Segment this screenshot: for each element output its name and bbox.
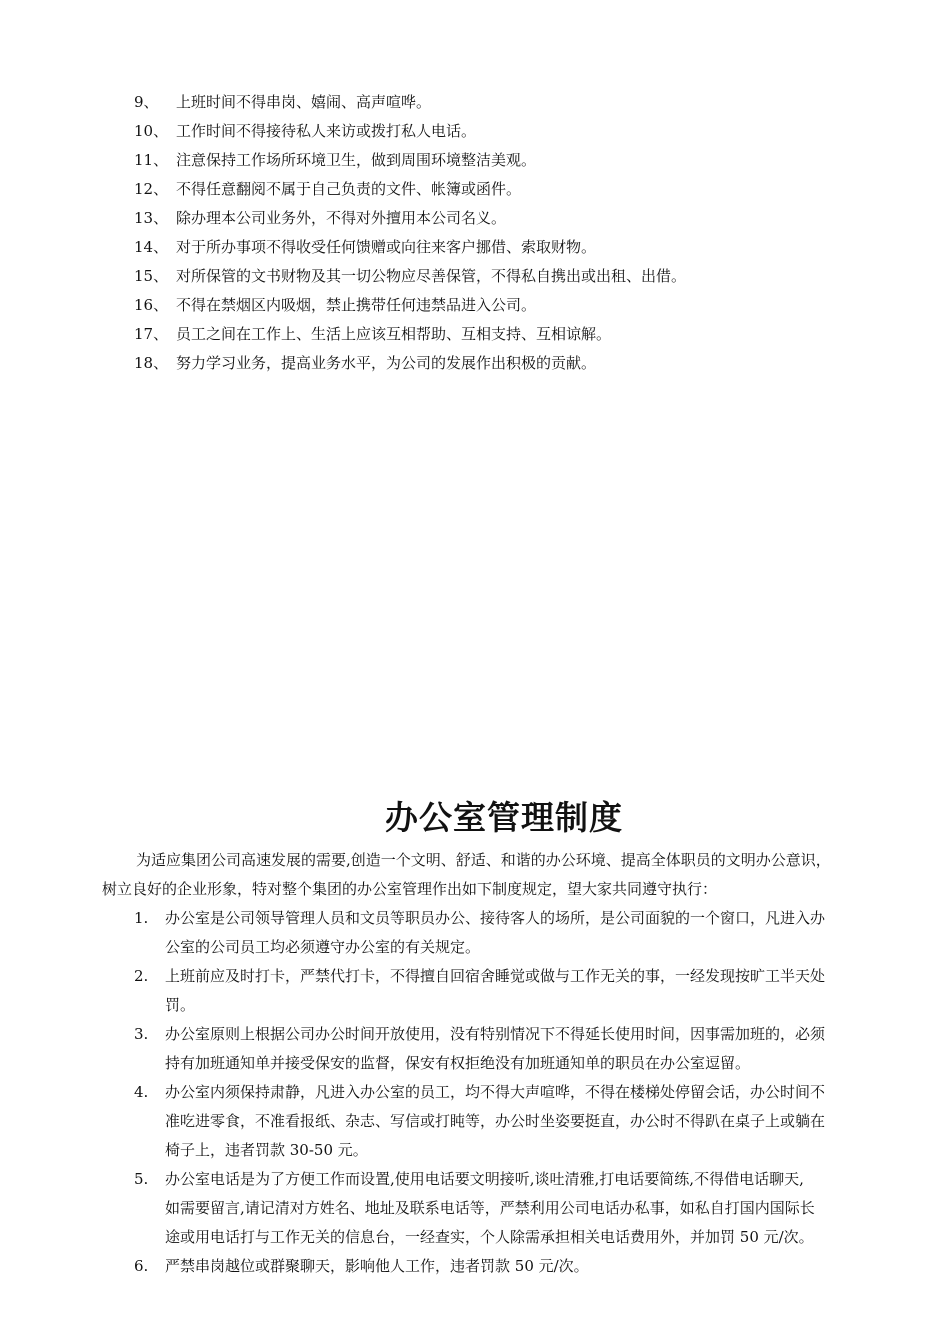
list-item-number: 10、 <box>134 122 169 140</box>
list-item-text: 对所保管的文书财物及其一切公物应尽善保管，不得私自携出或出租、出借。 <box>176 267 687 285</box>
list-item-number: 16、 <box>134 296 169 314</box>
policy-line: 持有加班通知单并接受保安的监督，保安有权拒绝没有加班通知单的职员在办公室逗留。 <box>165 1054 751 1072</box>
list-item-number: 18、 <box>134 354 169 372</box>
list-item-text: 员工之间在工作上、生活上应该互相帮助、互相支持、互相谅解。 <box>176 325 612 343</box>
policy-text <box>165 1020 910 1078</box>
intro-line: 树立良好的企业形象，特对整个集团的办公室管理作出如下制度规定，望大家共同遵守执行： <box>102 880 718 898</box>
policy-text <box>165 1252 910 1281</box>
policy-number: 1. <box>134 909 149 927</box>
list-item <box>134 262 894 291</box>
policy-number: 2. <box>134 967 149 985</box>
policy-number: 3. <box>134 1025 149 1043</box>
list-item-number: 14、 <box>134 238 169 256</box>
policy-line: 如需要留言,请记清对方姓名、地址及联系电话等，严禁利用公司电话办私事，如私自打国内国际长 <box>165 1199 815 1217</box>
policy-line: 办公室是公司领导管理人员和文员等职员办公、接待客人的场所，是公司面貌的一个窗口，凡进入办 <box>165 909 826 927</box>
policy-line: 严禁串岗越位或群聚聊天，影响他人工作，违者罚款 50 元/次。 <box>165 1257 589 1275</box>
policy-text <box>165 962 910 1020</box>
policy-line: 椅子上，违者罚款 30-50 元。 <box>165 1141 368 1159</box>
policy-text <box>165 904 910 962</box>
list-item <box>134 175 894 204</box>
list-item <box>134 88 894 117</box>
document-title: 办公室管理制度 <box>385 798 623 837</box>
policy-number: 6. <box>134 1257 149 1275</box>
policy-item <box>134 1078 910 1165</box>
intro-line: 为适应集团公司高速发展的需要,创造一个文明、舒适、和谐的办公环境、提高全体职员的文明办公意识， <box>136 851 831 869</box>
list-item-number: 11、 <box>134 151 169 169</box>
policy-list <box>134 904 910 1281</box>
policy-item <box>134 904 910 962</box>
policy-number: 5. <box>134 1170 149 1188</box>
policy-text <box>165 1165 910 1252</box>
policy-line: 公室的公司员工均必须遵守办公室的有关规定。 <box>165 938 481 956</box>
policy-item <box>134 962 910 1020</box>
list-item-number: 15、 <box>134 267 169 285</box>
policy-line: 途或用电话打与工作无关的信息台，一经查实，个人除需承担相关电话费用外，并加罚 50 元/次。 <box>165 1228 814 1246</box>
rules-list <box>134 88 894 378</box>
policy-line: 办公室内须保持肃静，凡进入办公室的员工，均不得大声喧哗，不得在楼梯处停留会话，办公时间不 <box>165 1083 826 1101</box>
list-item <box>134 291 894 320</box>
policy-number: 4. <box>134 1083 149 1101</box>
policy-text <box>165 1078 910 1165</box>
list-item-number: 12、 <box>134 180 169 198</box>
list-item-number: 17、 <box>134 325 169 343</box>
list-item <box>134 117 894 146</box>
policy-line: 罚。 <box>165 996 196 1014</box>
list-item <box>134 349 894 378</box>
policy-item <box>134 1020 910 1078</box>
policy-item <box>134 1165 910 1252</box>
list-item <box>134 320 894 349</box>
list-item-text: 对于所办事项不得收受任何馈赠或向往来客户挪借、索取财物。 <box>176 238 597 256</box>
intro-paragraph <box>102 846 910 904</box>
policy-line: 上班前应及时打卡，严禁代打卡，不得擅自回宿舍睡觉或做与工作无关的事，一经发现按旷工半天处 <box>165 967 826 985</box>
list-item <box>134 204 894 233</box>
list-item <box>134 233 894 262</box>
policy-line: 办公室电话是为了方便工作而设置,使用电话要文明接听,谈吐清雅,打电话要简练,不得借电话聊天, <box>165 1170 804 1188</box>
list-item-text: 上班时间不得串岗、嬉闹、高声喧哗。 <box>176 93 432 111</box>
list-item-text: 不得在禁烟区内吸烟，禁止携带任何违禁品进入公司。 <box>176 296 537 314</box>
list-item-number: 9、 <box>134 93 159 111</box>
policy-item <box>134 1252 910 1281</box>
policy-line: 准吃进零食，不准看报纸、杂志、写信或打盹等，办公时坐姿要挺直，办公时不得趴在桌子上或躺在 <box>165 1112 826 1130</box>
list-item-text: 努力学习业务，提高业务水平，为公司的发展作出积极的贡献。 <box>176 354 597 372</box>
list-item-text: 除办理本公司业务外，不得对外擅用本公司名义。 <box>176 209 507 227</box>
list-item-text: 注意保持工作场所环境卫生，做到周围环境整洁美观。 <box>176 151 537 169</box>
policy-line: 办公室原则上根据公司办公时间开放使用，没有特别情况下不得延长使用时间，因事需加班的，必须 <box>165 1025 826 1043</box>
list-item-number: 13、 <box>134 209 169 227</box>
list-item <box>134 146 894 175</box>
list-item-text: 工作时间不得接待私人来访或拨打私人电话。 <box>176 122 477 140</box>
list-item-text: 不得任意翻阅不属于自己负责的文件、帐簿或函件。 <box>176 180 522 198</box>
